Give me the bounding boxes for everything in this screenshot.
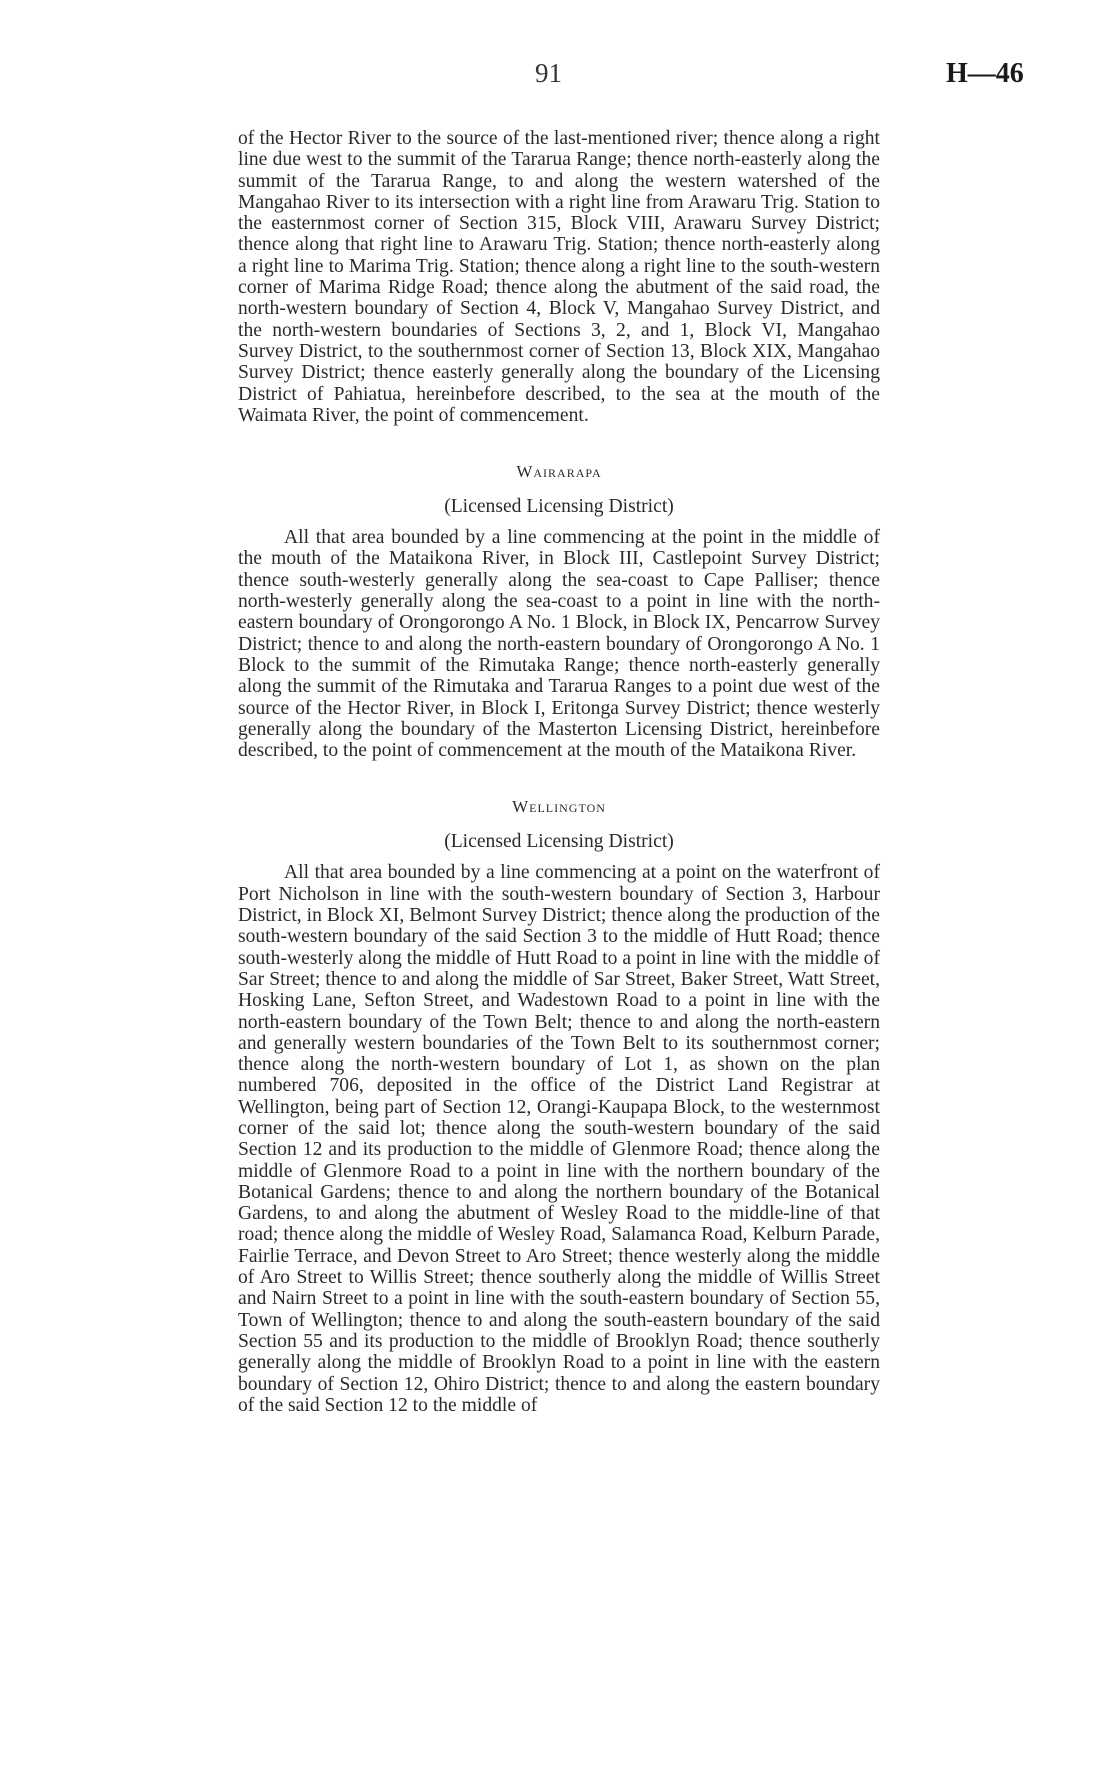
text-column [238, 128, 880, 1416]
section-heading: Wellington [512, 797, 606, 817]
section-subheading: (Licensed Licensing District) [444, 496, 674, 518]
section-subheading: (Licensed Licensing District) [444, 831, 674, 853]
continuation-paragraph: of the Hector River to the source of the last-mentioned river; thence along a right line due west to the summit of the Tararua Range; thence north-easterly along the summit of the Tararua Range, to and along the western watershed of the Mangahao River to its intersection with a right line from Arawaru Trig. Station to the easternmost corner of Section 315, Block VIII, Arawaru Survey District; thence along that right line to Arawaru Trig. Station; thence north-easterly along a right line to Marima Trig. Station; thence along a right line to the south-western corner of Marima Ridge Road; thence along the abutment of the said road, the north-western boundary of Section 4, Block V, Mangahao Survey District, and the north-western boundaries of Sections 3, 2, and 1, Block VI, Mangahao Survey District, to the southernmost corner of Section 13, Block XIX, Mangahao Survey District; thence easterly generally along the boundary of the Licensing District of Pahiatua, hereinbefore described, to the sea at the mouth of the Waimata River, the point of commencement. [238, 128, 880, 426]
section-body: All that area bounded by a line commencing at a point on the waterfront of Port Nicholson in line with the south-western boundary of Section 3, Harbour District, in Block XI, Belmont Survey District; thence along the production of the south-western boundary of the said Section 3 to the middle of Hutt Road; thence south-westerly along the middle of Hutt Road to a point in line with the middle of Sar Street; thence to and along the middle of Sar Street, Baker Street, Watt Street, Hosking Lane, Sefton Street, and Wadestown Road to a point in line with the north-eastern boundary of the Town Belt; thence to and along the north-eastern and generally western boundaries of the Town Belt to its southernmost corner; thence along the north-western boundary of Lot 1, as shown on the plan numbered 706, deposited in the office of the District Land Registrar at Wellington, being part of Section 12, Orangi-Kaupapa Block, to the westernmost corner of the said lot; thence along the south-western boundary of the said Section 12 and its production to the middle of Glenmore Road; thence along the middle of Glenmore Road to a point in line with the northern boundary of the Botanical Gardens; thence to and along the northern boundary of the Botanical Gardens, to and along the abutment of Wesley Road to the middle-line of that road; thence along the middle of Wesley Road, Salamanca Road, Kelburn Parade, Fairlie Terrace, and Devon Street to Aro Street; thence westerly along the middle of Aro Street to Willis Street; thence southerly along the middle of Willis Street and Nairn Street to a point in line with the south-eastern boundary of Section 55, Town of Wellington; thence to and along the south-eastern boundary of the said Section 55 and its production to the middle of Brooklyn Road; thence southerly generally along the middle of Brooklyn Road to a point in line with the eastern boundary of Section 12, Ohiro District; thence to and along the eastern boundary of the said Section 12 to the middle of [238, 862, 880, 1416]
page-number: 91 [535, 58, 562, 88]
document-reference: H—46 [946, 58, 1024, 89]
section-wairarapa [238, 462, 880, 761]
section-heading: Wairarapa [516, 462, 602, 482]
page-header [0, 58, 1114, 108]
section-body: All that area bounded by a line commencing at the point in the middle of the mouth of the Mataikona River, in Block III, Castlepoint Survey District; thence south-westerly generally along the sea-coast to Cape Palliser; thence north-westerly generally along the sea-coast to a point in line with the north-eastern boundary of Orongorongo A No. 1 Block, in Block IX, Pencarrow Survey District; thence to and along the north-eastern boundary of Orongorongo A No. 1 Block to the summit of the Rimutaka Range; thence north-easterly generally along the summit of the Rimutaka and Tararua Ranges to a point due west of the source of the Hector River, in Block I, Eritonga Survey District; thence westerly generally along the boundary of the Masterton Licensing District, hereinbefore described, to the point of commencement at the mouth of the Mataikona River. [238, 527, 880, 762]
section-wellington [238, 797, 880, 1416]
